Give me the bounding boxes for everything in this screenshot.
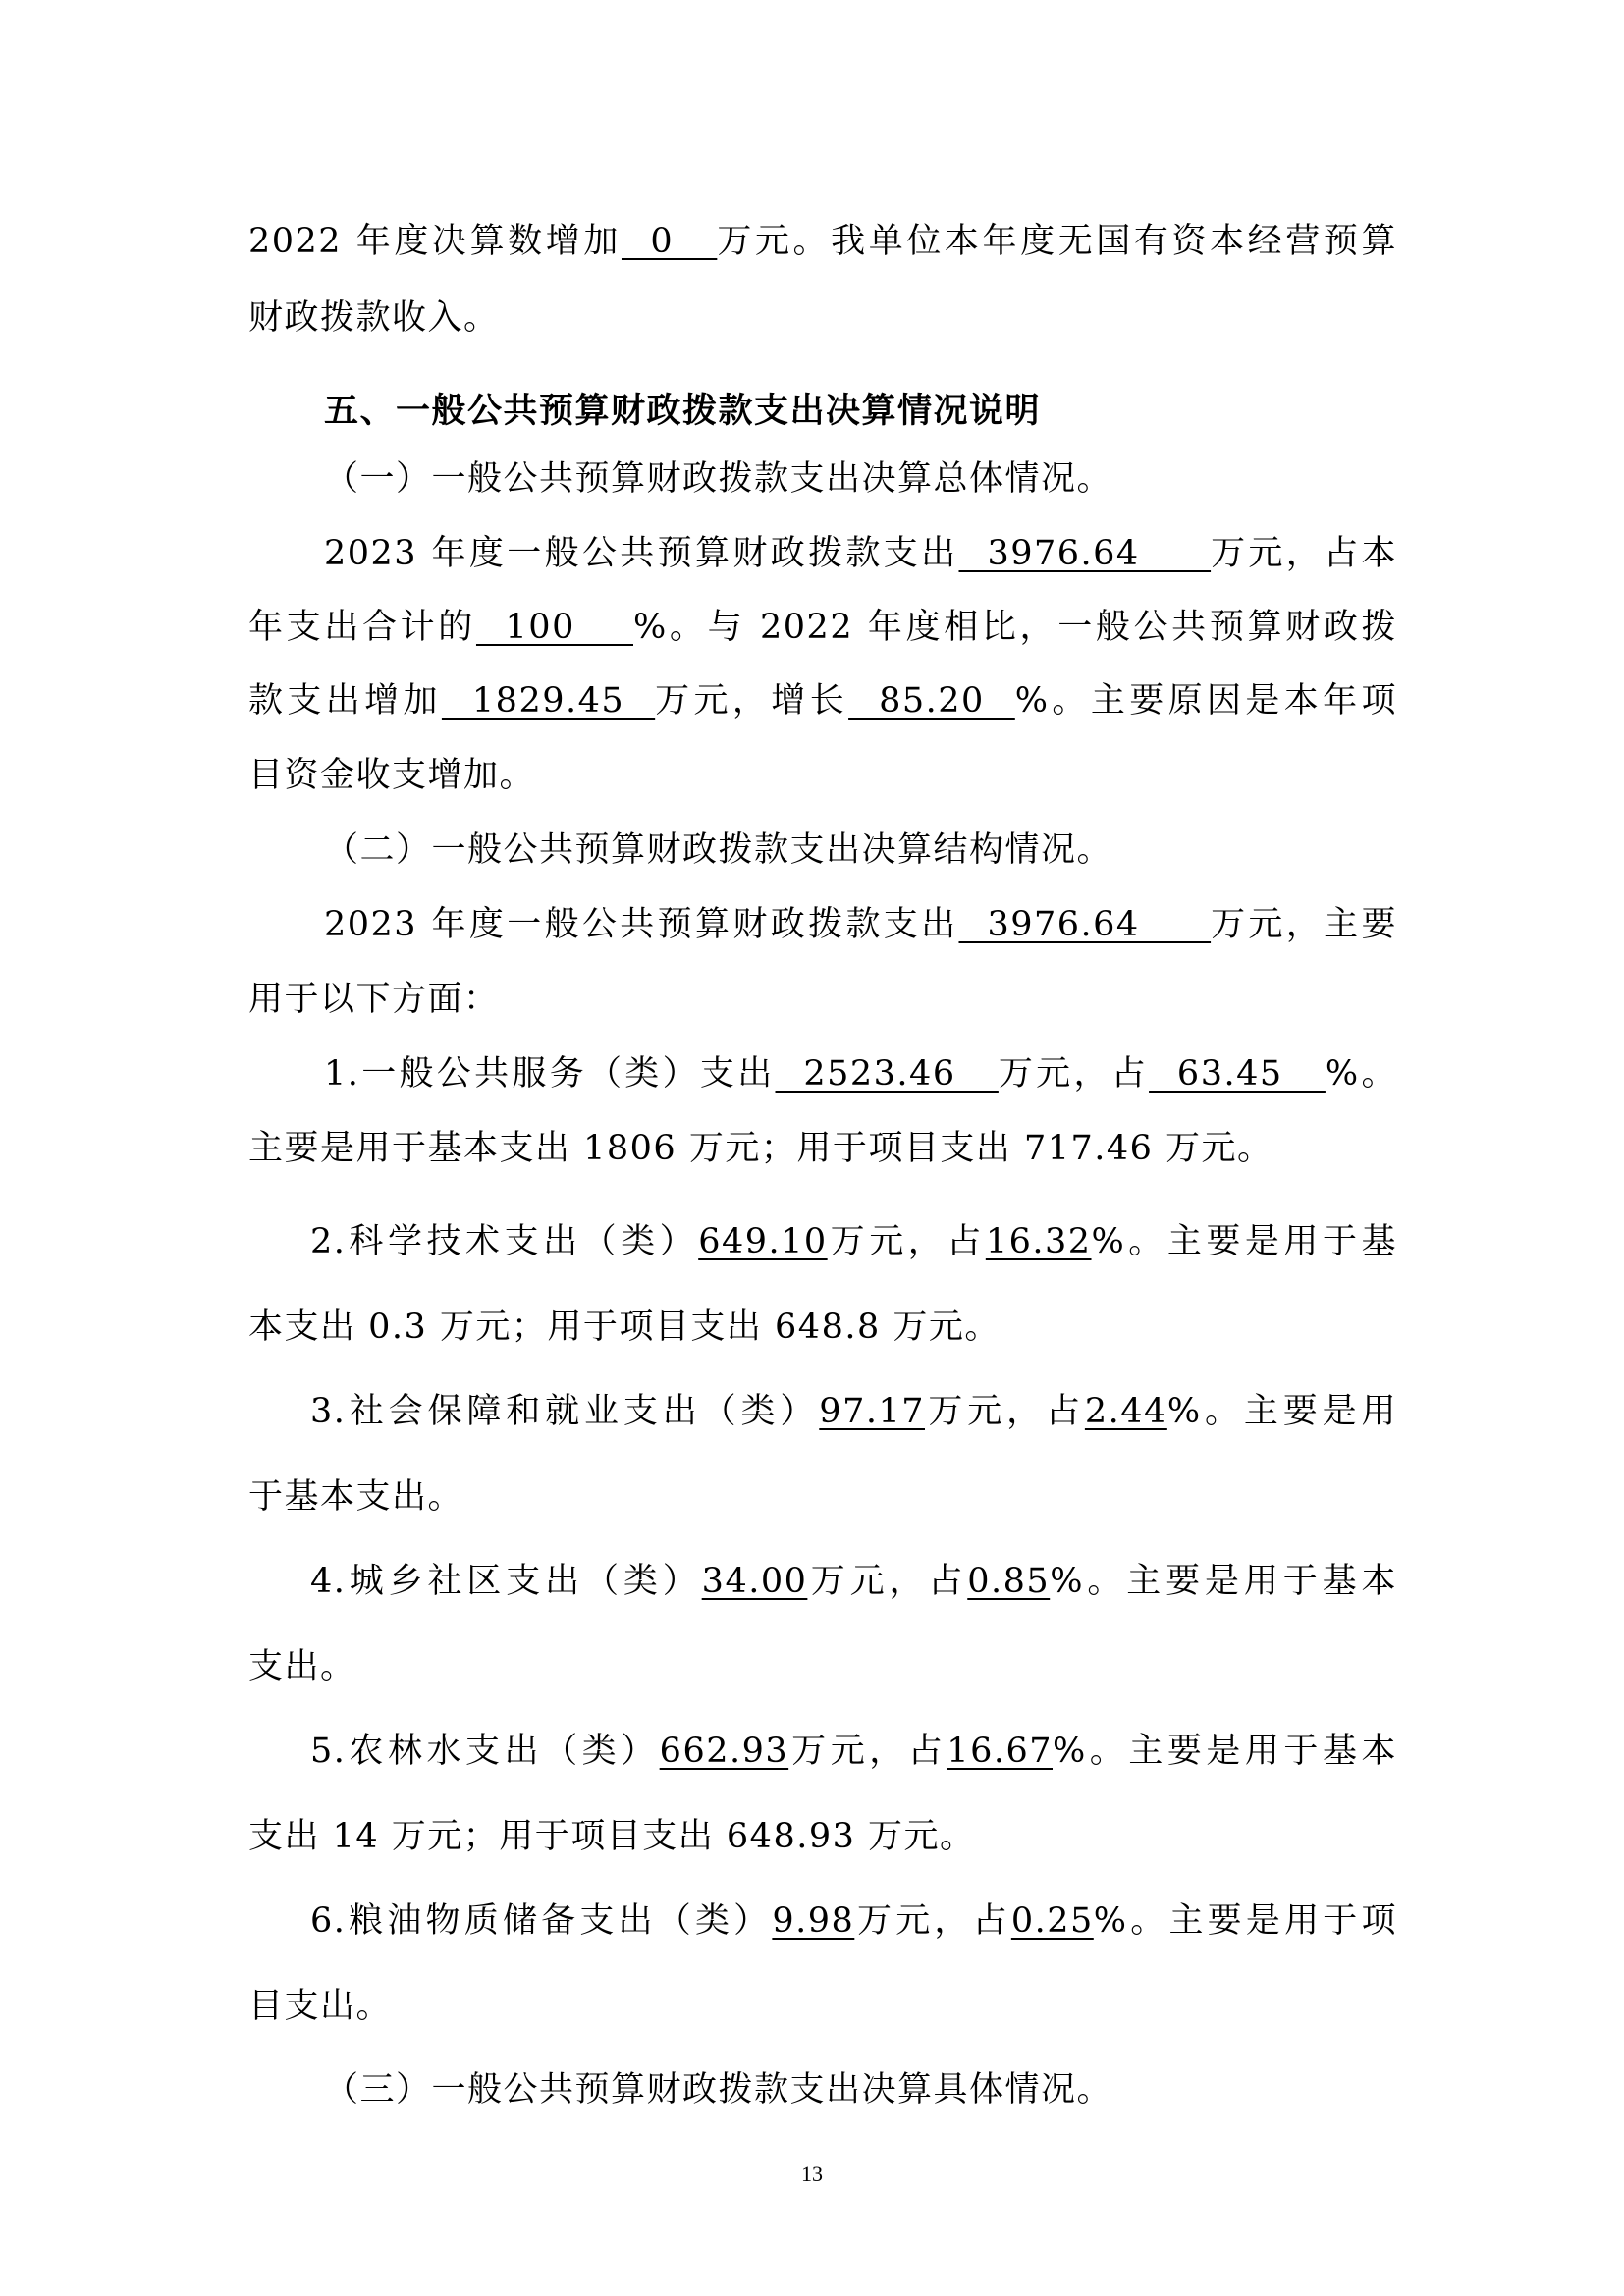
underlined-value: 649.10 [698,1222,828,1261]
paragraph-line: 2023 年度一般公共预算财政拨款支出 3976.64 万元，主要 [324,905,1397,944]
paragraph-line: 财政拨款收入。 [248,298,500,338]
paragraph-line: 款支出增加 1829.45 万元，增长 85.20 %。主要原因是本年项 [248,681,1397,721]
underlined-value: 0 [621,222,718,261]
subsection-heading: （一）一般公共预算财政拨款支出决算总体情况。 [324,459,1113,499]
list-item: 3.社会保障和就业支出（类）97.17万元，占2.44%。主要是用 [310,1392,1397,1431]
subsection-heading: （三）一般公共预算财政拨款支出决算具体情况。 [324,2070,1113,2109]
underlined-value: 100 [475,608,633,647]
paragraph-line: 2022 年度决算数增加 0 万元。我单位本年度无国有资本经营预算 [248,222,1397,261]
underlined-value: 1829.45 [441,681,656,721]
list-item-continuation: 本支出 0.3 万元；用于项目支出 648.8 万元。 [248,1308,1001,1347]
list-item-continuation: 目支出。 [248,1987,393,2026]
underlined-value: 97.17 [819,1392,925,1431]
underlined-value: 85.20 [848,681,1015,721]
underlined-value: 16.67 [947,1732,1053,1771]
list-item-continuation: 于基本支出。 [248,1477,464,1517]
page-number: 13 [801,2162,823,2186]
underlined-value: 34.00 [701,1562,808,1601]
underlined-value: 16.32 [985,1222,1092,1261]
section-heading: 五、一般公共预算财政拨款支出决算情况说明 [324,392,1042,431]
underlined-value: 3976.64 [958,905,1212,944]
paragraph-line: 用于以下方面： [248,980,500,1019]
underlined-value: 63.45 [1149,1054,1326,1094]
underlined-value: 2.44 [1084,1392,1167,1431]
paragraph-line: 2023 年度一般公共预算财政拨款支出 3976.64 万元，占本 [324,534,1397,573]
list-item: 2.科学技术支出（类）649.10万元，占16.32%。主要是用于基 [310,1222,1397,1261]
list-item-continuation: 主要是用于基本支出 1806 万元；用于项目支出 717.46 万元。 [248,1129,1273,1168]
list-item-continuation: 支出。 [248,1647,356,1686]
underlined-value: 0.25 [1010,1901,1094,1941]
list-item: 4.城乡社区支出（类）34.00万元，占0.85%。主要是用于基本 [310,1562,1397,1601]
underlined-value: 9.98 [772,1901,855,1941]
list-item-continuation: 支出 14 万元；用于项目支出 648.93 万元。 [248,1817,976,1856]
list-item: 6.粮油物质储备支出（类）9.98万元，占0.25%。主要是用于项 [310,1901,1397,1941]
list-item: 1.一般公共服务（类）支出 2523.46 万元，占 63.45 %。 [324,1054,1397,1094]
list-item: 5.农林水支出（类）662.93万元，占16.67%。主要是用于基本 [310,1732,1397,1771]
underlined-value: 0.85 [967,1562,1051,1601]
underlined-value: 662.93 [659,1732,789,1771]
underlined-value: 3976.64 [958,534,1212,573]
paragraph-line: 目资金收支增加。 [248,756,536,795]
paragraph-line: 年支出合计的 100 %。与 2022 年度相比，一般公共预算财政拨 [248,608,1397,647]
underlined-value: 2523.46 [775,1054,999,1094]
subsection-heading: （二）一般公共预算财政拨款支出决算结构情况。 [324,830,1113,870]
